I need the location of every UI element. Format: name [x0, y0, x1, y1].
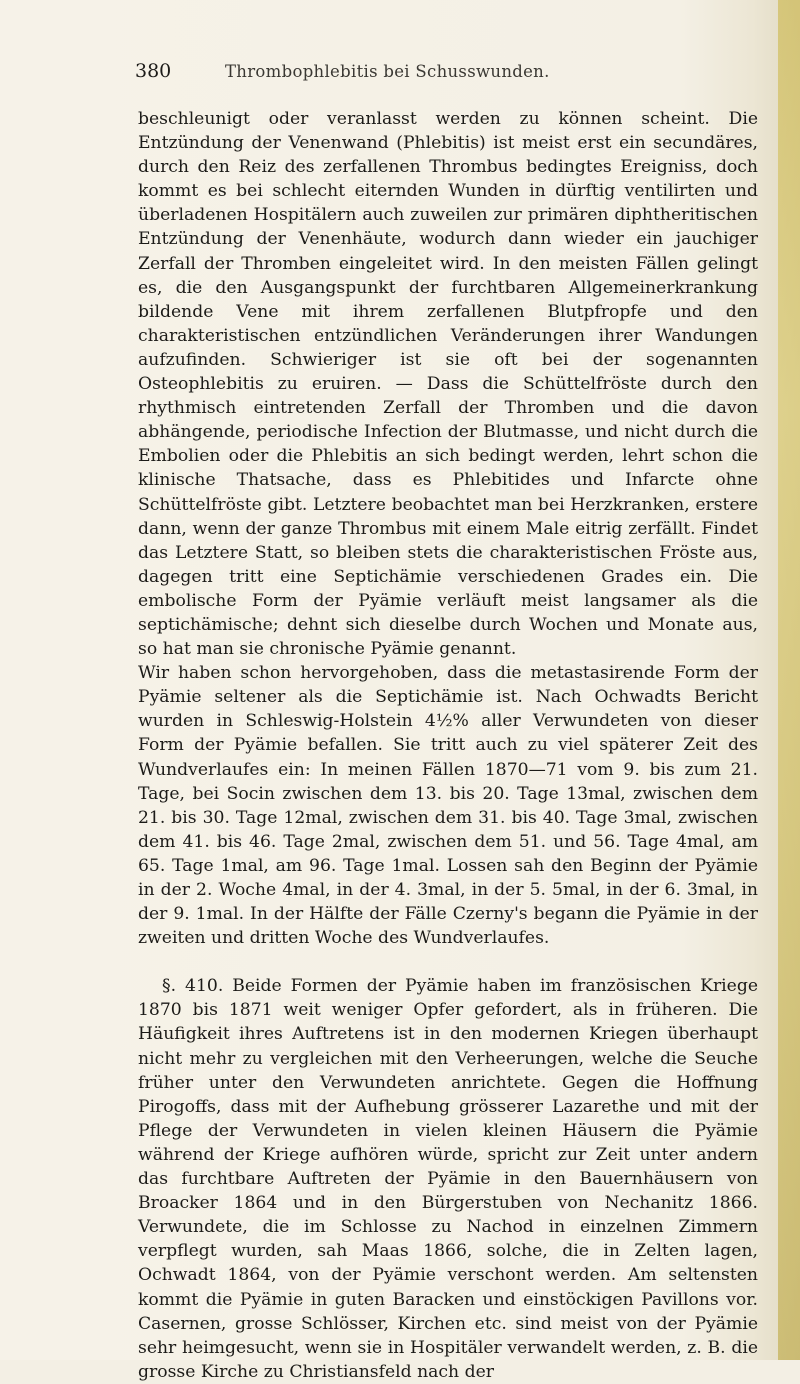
page-edge-gilding [778, 0, 800, 1360]
paragraph-2: Wir haben schon hervorgehoben, dass die metastasirende Form der Pyämie seltener als die Septichämie ist. Nach Ochwadts Bericht wurden in Schleswig-Holstein 4½% aller Verwundeten von dieser Form der Pyämie befallen. Sie tritt auch zu viel späterer Zeit des Wundverlaufes ein: In meinen Fällen 1870—71 vom 9. bis zum 21. Tage, bei Socin zwischen dem 13. bis 20. Tage 13mal, zwischen dem 21. bis 30. Tage 12mal, zwischen dem 31. bis 40. Tage 3mal, zwischen dem 41. bis 46. Tage 2mal, zwischen dem 51. und 56. Tage 4mal, am 65. Tage 1mal, am 96. Tage 1mal. Lossen sah den Beginn der Pyämie in der 2. Woche 4mal, in der 4. 3mal, in der 5. 5mal, in der 6. 3mal, in der 9. 1mal. In der Hälfte der Fälle Czerny's begann die Pyämie in der zweiten und dritten Woche des Wundverlaufes. [138, 663, 758, 949]
section-gap [138, 950, 758, 974]
page-header [135, 60, 755, 82]
running-head: Thrombophlebitis bei Schusswunden. [225, 62, 550, 81]
page-body [138, 107, 758, 1384]
paragraph-1: beschleunigt oder veranlasst werden zu können scheint. Die Entzündung der Venenwand (Phlebitis) ist meist erst ein secundäres, durch den Reiz des zerfallenen Thrombus bedingtes Ereigniss, doch kommt es bei schlecht eiternden Wunden in dürftig ventilirten und überladenen Hospitälern auch zuweilen zur primären diphtheritischen Entzündung der Venenhäute, wodurch dann wieder ein jauchiger Zerfall der Thromben eingeleitet wird. In den meisten Fällen gelingt es, die den Ausgangspunkt der furchtbaren Allgemeinerkrankung bildende Vene mit ihrem zerfallenen Blutpfropfe und den charakteristischen entzündlichen Veränderungen ihrer Wandungen aufzufinden. Schwieriger ist sie oft bei der sogenannten Osteophlebitis zu eruiren. — Dass die Schüttelfröste durch den rhythmisch eintretenden Zerfall der Thromben und die davon abhängende, periodische Infection der Blutmasse, und nicht durch die Embolien oder die Phlebitis an sich bedingt werden, lehrt schon die klinische Thatsache, dass es Phlebitides und Infarcte ohne Schüttelfröste gibt. Letztere beobachtet man bei Herzkranken, erstere dann, wenn der ganze Thrombus mit einem Male eitrig zerfällt. Findet das Letztere Statt, so bleiben stets die charakteristischen Fröste aus, dagegen tritt eine Septichämie verschiedenen Grades ein. Die embolische Form der Pyämie verläuft meist langsamer als die septichämische; dehnt sich dieselbe durch Wochen und Monate aus, so hat man sie chronische Pyämie genannt. [138, 109, 758, 660]
page-number: 380 [135, 60, 172, 82]
paragraph-3-section-410: §. 410. Beide Formen der Pyämie haben im französischen Kriege 1870 bis 1871 weit weniger Opfer gefordert, als in früheren. Die Häufigkeit ihres Auftretens ist in den modernen Kriegen überhaupt nicht mehr zu vergleichen mit den Verheerungen, welche die Seuche früher unter den Verwundeten anrichtete. Gegen die Hoffnung Pirogoffs, dass mit der Aufhebung grösserer Lazarethe und mit der Pflege der Verwundeten in vielen kleinen Häusern die Pyämie während der Kriege aufhören würde, spricht zur Zeit unter andern das furchtbare Auftreten der Pyämie in den Bauernhäusern von Broacker 1864 und in den Bürgerstuben von Nechanitz 1866. Verwundete, die im Schlosse zu Nachod in einzelnen Zimmern verpflegt wurden, sah Maas 1866, solche, die in Zelten lagen, Ochwadt 1864, von der Pyämie verschont werden. Am seltensten kommt die Pyämie in guten Baracken und einstöckigen Pavillons vor. Casernen, grosse Schlösser, Kirchen etc. sind meist von der Pyämie sehr heimgesucht, wenn sie in Hospitäler verwandelt werden, z. B. die grosse Kirche zu Christiansfeld nach der [138, 976, 758, 1382]
